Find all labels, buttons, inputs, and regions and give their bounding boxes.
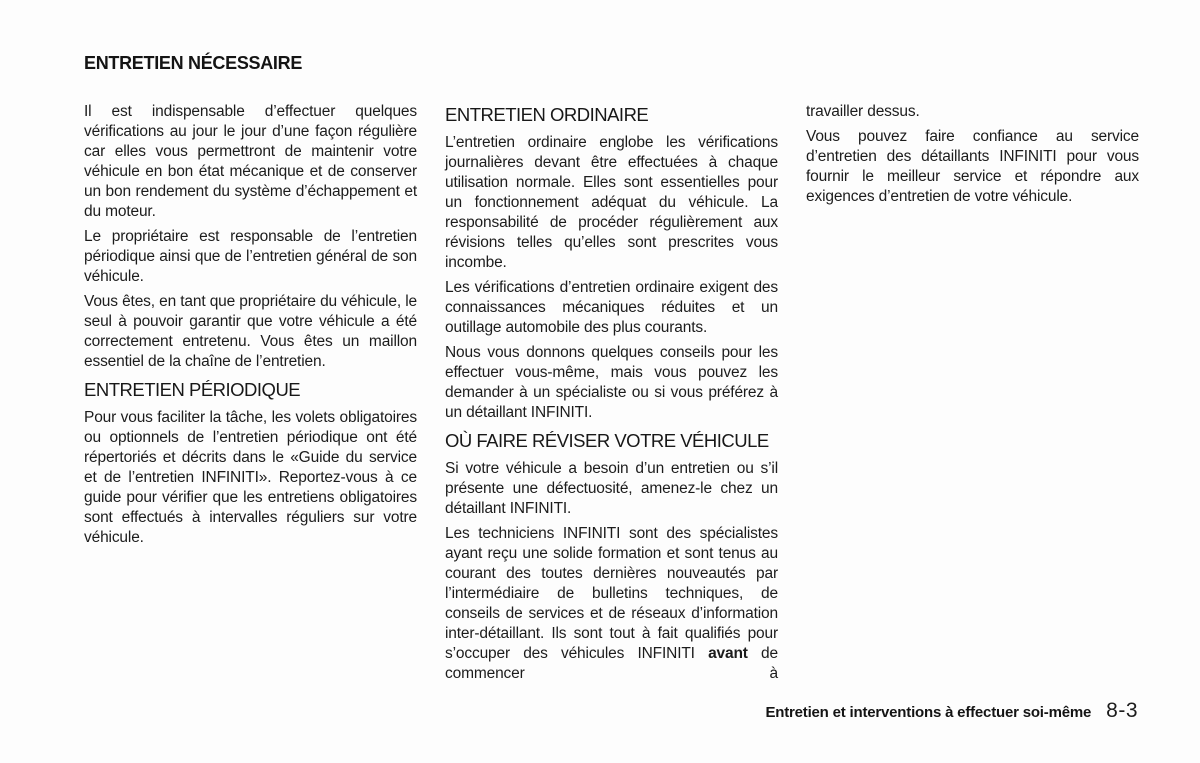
paragraph-confiance-service: Vous pouvez faire confiance au service d’entretien des détaillants INFINITI pour vous fournir le meilleur service et répondre aux exigences d’entretien de votre véhicule. <box>806 128 1139 205</box>
paragraph-travailler-dessus: travailler dessus. <box>806 103 920 120</box>
section-heading-entretien-ordinaire: ENTRETIEN ORDINAIRE <box>445 104 649 125</box>
paragraph-proprietaire: Le propriétaire est responsable de l’entretien périodique ainsi que de l’entretien général de son véhicule. <box>84 228 417 285</box>
paragraph-detaillant: Si votre véhicule a besoin d’un entretien ou s’il présente une défectuosité, amenez-le chez un détaillant INFINITI. <box>445 460 778 517</box>
paragraph-techniciens <box>445 524 778 684</box>
section-heading-entretien-periodique: ENTRETIEN PÉRIODIQUE <box>84 379 301 400</box>
paragraph-techniciens-text-before: Les techniciens INFINITI sont des spécialistes ayant reçu une solide formation et sont tenus au courant des toutes dernières nouveautés par l’intermédiaire de bulletins techniques, de conseils de services et de réseaux d’information inter-détaillant. Ils sont tout à fait qualifiés pour s’occuper des véhicules INFINITI <box>445 525 778 662</box>
footer-page-number: 8-3 <box>1106 699 1138 722</box>
paragraph-conseils: Nous vous donnons quelques conseils pour les effectuer vous-même, mais vous pouvez les demander à un spécialiste ou si vous préférez à un détaillant INFINITI. <box>445 344 778 421</box>
page-title: ENTRETIEN NÉCESSAIRE <box>84 53 303 73</box>
paragraph-techniciens-text-after: de commencer à <box>445 645 778 682</box>
paragraph-entretien-ordinaire: L’entretien ordinaire englobe les vérifications journalières devant être effectuées à chaque utilisation normale. Elles sont essentielles pour un fonctionnement adéquat du véhicule. La responsabilité de procéder régulièrement aux révisions telles qu’elles sont prescrites vous incombe. <box>445 134 778 271</box>
column-3 <box>806 102 1139 684</box>
content-columns <box>84 102 1139 684</box>
paragraph-techniciens-bold-word: avant <box>708 645 748 662</box>
paragraph-maillon: Vous êtes, en tant que propriétaire du véhicule, le seul à pouvoir garantir que votre véhicule a été correctement entretenu. Vous êtes un maillon essentiel de la chaîne de l’entretien. <box>84 293 417 370</box>
footer-chapter-title: Entretien et interventions à effectuer soi-même <box>765 704 1092 721</box>
paragraph-connaissances: Les vérifications d’entretien ordinaire exigent des connaissances mécaniques réduites et un outillage automobile des plus courants. <box>445 279 778 336</box>
column-2 <box>445 102 778 684</box>
section-heading-ou-faire-reviser: OÙ FAIRE RÉVISER VOTRE VÉHICULE <box>445 430 769 451</box>
paragraph-intro: Il est indispensable d’effectuer quelques vérifications au jour le jour d’une façon régulière car elles vous permettront de maintenir votre véhicule en bon état mécanique et de conserver un bon rendement du système d’échappement et du moteur. <box>84 103 417 220</box>
paragraph-guide-entretien: Pour vous faciliter la tâche, les volets obligatoires ou optionnels de l’entretien périodique ont été répertoriés et décrits dans le «Guide du service et de l’entretien INFINITI». Reportez-vous à ce guide pour vérifier que les entretiens obligatoires sont effectués à intervalles réguliers sur votre véhicule. <box>84 409 417 546</box>
page-footer <box>765 699 1138 723</box>
column-1 <box>84 102 417 684</box>
